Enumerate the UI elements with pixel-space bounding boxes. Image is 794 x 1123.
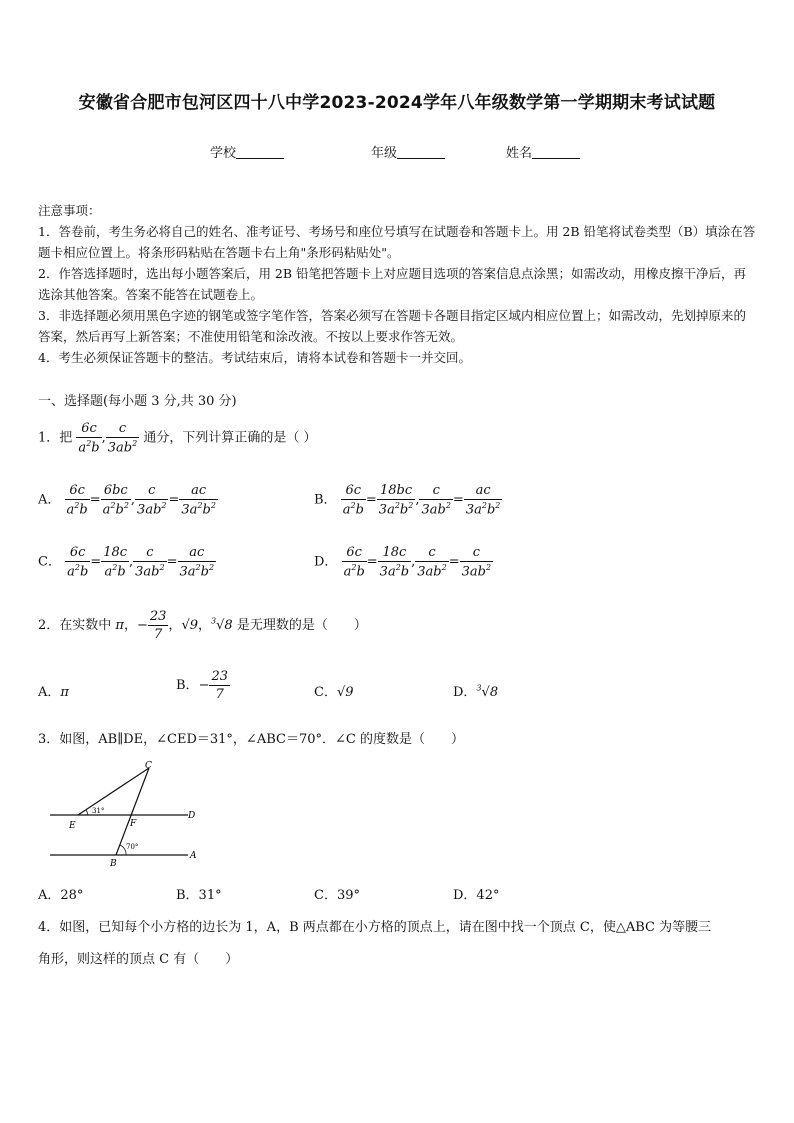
label-f: F: [130, 819, 137, 829]
label-e: E: [69, 821, 76, 831]
fraction: $\frac{c}{3ab^2}$: [107, 421, 138, 456]
name-label: 姓名: [506, 146, 533, 161]
notice-block: [38, 200, 758, 368]
q3-figure: [40, 758, 210, 870]
school-field: [210, 142, 284, 161]
label-a: A: [190, 851, 197, 861]
option-letter: B．: [314, 492, 337, 508]
q1-prefix: 1．把: [38, 430, 73, 446]
q1-option-a[interactable]: A． $\frac{6c}{a^2b}$ = $\frac{6bc}{a^2b^2}$ , $\frac{c}{3ab^2}$ = $\frac{ac}{3a^2b^2}$: [38, 483, 216, 518]
q2-option-b[interactable]: B．− $\frac{23}{7}$: [176, 669, 229, 702]
option-letter: A．: [38, 685, 61, 700]
angle-arc: [86, 810, 88, 815]
segment-ec: [78, 768, 149, 815]
name-field: [506, 142, 580, 161]
section-title: 一、选择题(每小题 3 分,共 30 分): [38, 394, 237, 409]
grade-field: [371, 142, 445, 161]
q1-option-b[interactable]: B． $\frac{6c}{a^2b}$ = $\frac{18bc}{3a^2b^2}$ , $\frac{c}{3ab^2}$ = $\frac{ac}{3a^2b^2}$: [314, 483, 501, 518]
q3-option-a[interactable]: A．28°: [38, 888, 84, 903]
q2-option-a[interactable]: A．π: [38, 685, 69, 700]
notice-item: 4．考生必须保证答题卡的整洁。考试结束后，请将本试卷和答题卡一并交回。: [38, 350, 471, 365]
q3-option-d[interactable]: D．42°: [453, 888, 500, 903]
segment-cb: [116, 768, 149, 855]
q1-option-c[interactable]: C． $\frac{6c}{a^2b}$ = $\frac{18c}{a^2b}$ , $\frac{c}{3ab^2}$ = $\frac{ac}{3a^2b^2}$: [38, 545, 215, 580]
label-c: C: [145, 761, 152, 771]
option-letter: A．: [38, 492, 61, 508]
question-4-line1: 4．如图，已知每个小方格的边长为 1，A，B 两点都在小方格的顶点上，请在图中找一个顶点 C，使△ABC 为等腰三: [38, 920, 712, 935]
label-d: D: [188, 811, 196, 821]
school-blank: [236, 146, 284, 159]
name-blank: [532, 146, 580, 159]
label-angle-70: 70°: [126, 843, 139, 851]
label-angle-31: 31°: [92, 807, 105, 815]
q3-option-b[interactable]: B．31°: [176, 888, 222, 903]
q3-option-c[interactable]: C．39°: [314, 888, 360, 903]
notice-heading: 注意事项：: [38, 203, 101, 218]
option-letter: B．: [176, 678, 199, 693]
grade-label: 年级: [371, 146, 398, 161]
q1-option-d[interactable]: D． $\frac{6c}{a^2b}$ = $\frac{18c}{3a^2b}$ , $\frac{c}{3ab^2}$ = $\frac{c}{3ab^2}$: [314, 545, 492, 580]
notice-item: 1．答卷前，考生务必将自己的姓名、准考证号、考场号和座位号填写在试题卷和答题卡上。用 2B 铅笔将试卷类型（B）填涂在答题卡相应位置上。将条形码粘贴在答题卡右上角"条形码粘贴处"。: [38, 224, 756, 260]
option-letter: D．: [314, 554, 338, 570]
q2-prefix: 2．在实数中: [38, 618, 112, 633]
q2-option-d[interactable]: D．$^3$√8: [453, 683, 499, 700]
question-4-line2: 角形，则这样的顶点 C 有（ ）: [38, 952, 239, 967]
school-label: 学校: [210, 146, 237, 161]
notice-item: 2．作答选择题时，选出每小题答案后，用 2B 铅笔把答题卡上对应题目选项的答案信息点涂黑；如需改动，用橡皮擦干净后，再选涂其他答案。答案不能答在试题卷上。: [38, 266, 747, 302]
question-1: 1．把 $\frac{6c}{a^2b}$ , $\frac{c}{3ab^2}$ 通分，下列计算正确的是（ ）: [38, 421, 317, 456]
label-b: B: [110, 859, 117, 869]
page-title: 安徽省合肥市包河区四十八中学2023-2024学年八年级数学第一学期期末考试试题: [78, 93, 716, 113]
option-letter: D．: [453, 685, 477, 700]
question-2: 2．在实数中 π，− $\frac{23}{7}$ ，√9，$^3$√8 是无理数的是（ ）: [38, 609, 367, 642]
notice-item: 3．非选择题必须用黑色字迹的钢笔或签字笔作答，答案必须写在答题卡各题目指定区域内相应位置上；如需改动，先划掉原来的答案，然后再写上新答案；不准使用铅笔和涂改液。不按以上要求作答无效。: [38, 308, 746, 344]
option-letter: C．: [38, 554, 61, 570]
option-letter: C．: [314, 685, 337, 700]
fraction: $\frac{6c}{a^2b}$: [78, 421, 100, 456]
grade-blank: [397, 146, 445, 159]
q2-suffix: 是无理数的是（ ）: [236, 618, 367, 633]
q2-option-c[interactable]: C．√9: [314, 685, 354, 700]
question-3: 3．如图，AB∥DE，∠CED＝31°，∠ABC＝70°．∠C 的度数是（ ）: [38, 732, 464, 747]
q1-suffix: 通分，下列计算正确的是（ ）: [143, 430, 317, 446]
